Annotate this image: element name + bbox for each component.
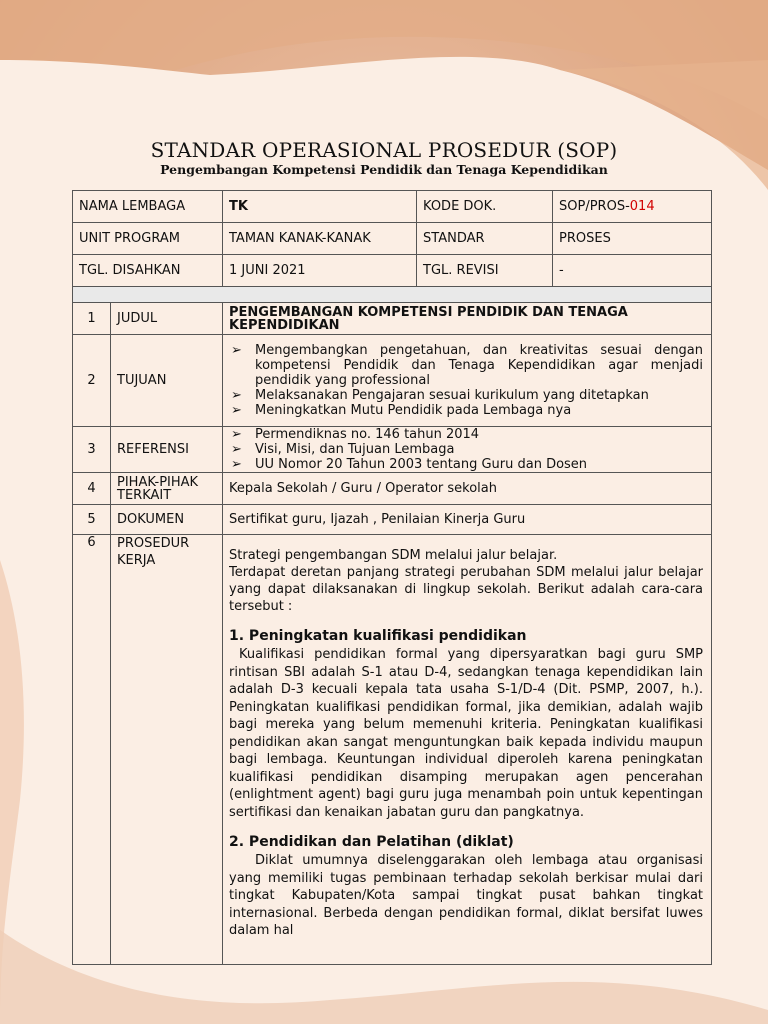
tgl-revisi-value: - [553,255,712,287]
tgl-disahkan-value: 1 JUNI 2021 [223,255,417,287]
document-title: STANDAR OPERASIONAL PROSEDUR (SOP) [150,138,618,162]
row-number: 1 [73,303,111,335]
arrow-bullet-icon: ➢ [231,343,242,358]
judul-value: PENGEMBANGAN KOMPETENSI PENDIDIK DAN TENAGA KEPENDIDIKAN [223,303,712,335]
tgl-revisi-label: TGL. REVISI [417,255,553,287]
list-item [229,427,705,442]
list-item [229,388,703,403]
prosedur-content [223,535,712,965]
section-1-heading: 1. Peningkatan kualifikasi pendidikan [229,628,527,644]
tujuan-list [229,343,703,418]
row-label: REFERENSI [111,427,223,473]
row-pihak-terkait [73,473,712,505]
section-1-body: Kualifikasi pendidikan formal yang dipersyaratkan bagi guru SMP rintisan SBI adalah S-1 atau D-4, sedangkan tenaga kependidikan lain adalah D-3 kecuali kepala tata usaha S-1/D-4 (Dit. PSMP, 2007, h.). Peningkatan kualifikasi pendidikan formal, jika demikian, adalah wajib bagi mereka yang belum memenuhi kriteria. Peningkatan kualifikasi pendidikan akan sangat menguntungkan baik kepada individu maupun bagi lembaga. Keuntungan individual diperoleh karena peningkatan kualifikasi pendidikan disamping merupakan agen pencerahan (enlightment agent) bagi guru juga menambah poin untuk kepentingan sertifikasi dan kenaikan jabatan guru dan pangkatnya. [229,647,704,820]
info-row-tanggal [73,255,712,287]
list-item [229,457,705,472]
tujuan-list-cell [223,335,712,427]
arrow-bullet-icon: ➢ [231,457,242,472]
intro-line: Strategi pengembangan SDM melalui jalur belajar. [229,548,558,563]
row-judul [73,303,712,335]
list-item-text: UU Nomor 20 Tahun 2003 tentang Guru dan Dosen [255,457,588,472]
row-label: JUDUL [111,303,223,335]
list-item-text: Permendiknas no. 146 tahun 2014 [255,427,480,442]
kode-dok-prefix: SOP/PROS- [559,199,630,214]
list-item [229,442,705,457]
row-prosedur-kerja [73,535,712,965]
row-referensi [73,427,712,473]
row-number: 6 [73,535,111,965]
row-tujuan [73,335,712,427]
arrow-bullet-icon: ➢ [231,427,242,442]
row-label: PIHAK-PIHAK TERKAIT [111,473,223,505]
list-item-text: Meningkatkan Mutu Pendidik pada Lembaga nya [255,403,572,418]
kode-dok-label: KODE DOK. [417,191,553,223]
list-item-text: Visi, Misi, dan Tujuan Lembaga [255,442,455,457]
unit-program-label: UNIT PROGRAM [73,223,223,255]
row-number: 3 [73,427,111,473]
sop-table [72,190,712,965]
section-2-body: Diklat umumnya diselenggarakan oleh lembaga atau organisasi yang memiliki tugas pembinaan terhadap sekolah berkisar mulai dari tingkat Kabupaten/Kota sampai tingkat pusat bahkan tingkat internasional. Berbeda dengan pendidikan formal, diklat bersifat luwes dalam hal [229,853,704,938]
kode-dok-value [553,191,712,223]
nama-lembaga-label: NAMA LEMBAGA [73,191,223,223]
list-item-text: Melaksanakan Pengajaran sesuai kurikulum yang ditetapkan [255,388,649,403]
separator-cell [73,287,712,303]
kode-dok-number: 014 [629,199,655,214]
document-subtitle: Pengembangan Kompetensi Pendidik dan Tenaga Kependidikan [160,162,608,177]
tgl-disahkan-label: TGL. DISAHKAN [73,255,223,287]
referensi-list-cell [223,427,712,473]
intro-paragraph: Terdapat deretan panjang strategi perubahan SDM melalui jalur belajar yang dapat dilaksanakan di lingkup sekolah. Berikut adalah cara-cara tersebut : [229,565,704,614]
standar-label: STANDAR [417,223,553,255]
referensi-list [229,427,705,472]
info-row-lembaga [73,191,712,223]
prosedur-text-area [229,535,703,948]
separator-row [73,287,712,303]
row-number: 2 [73,335,111,427]
standar-value: PROSES [553,223,712,255]
pihak-value: Kepala Sekolah / Guru / Operator sekolah [223,473,712,505]
unit-program-value: TAMAN KANAK-KANAK [223,223,417,255]
arrow-bullet-icon: ➢ [231,403,242,418]
info-row-unit [73,223,712,255]
arrow-bullet-icon: ➢ [231,388,242,403]
row-label: PROSEDUR KERJA [111,535,223,965]
list-item [229,403,703,418]
row-number: 5 [73,505,111,535]
row-dokumen [73,505,712,535]
section-2-heading: 2. Pendidikan dan Pelatihan (diklat) [229,834,514,850]
nama-lembaga-value: TK [223,191,417,223]
row-label: TUJUAN [111,335,223,427]
list-item-text: Mengembangkan pengetahuan, dan kreativitas sesuai dengan kompetensi Pendidik dan Tenaga Kependidikan agar menjadi pendidik yang professional [255,343,704,388]
row-label: DOKUMEN [111,505,223,535]
arrow-bullet-icon: ➢ [231,442,242,457]
dokumen-value: Sertifikat guru, Ijazah , Penilaian Kinerja Guru [223,505,712,535]
row-number: 4 [73,473,111,505]
list-item [229,343,703,388]
